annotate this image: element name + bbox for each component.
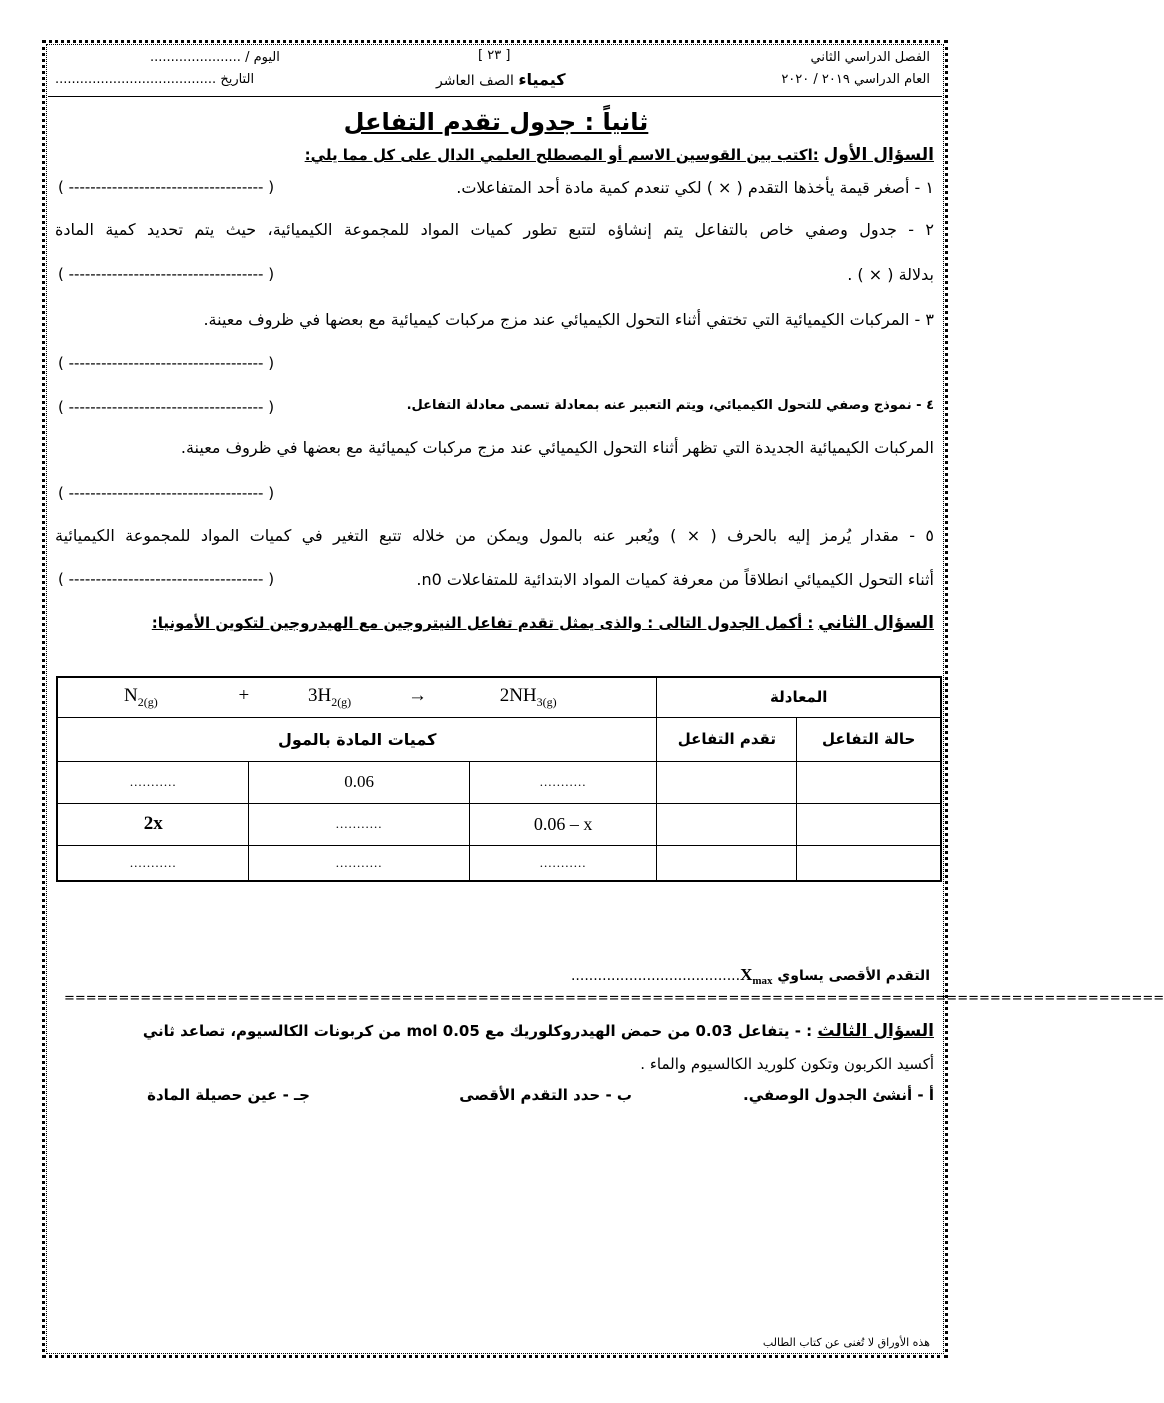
q1-answer-2[interactable]: ( ------------------------------------ ) [58,265,275,283]
q2-heading: السؤال الثاني [818,613,934,633]
moles-header: كميات المادة بالمول [57,717,657,761]
cell-h2-r3[interactable]: ........... [249,845,469,881]
q1-item-2b-text: بدلالة ( × ) . [847,265,934,284]
cell-nh3-r2: 2x [57,803,249,845]
separator: ===================================================================================================== [64,991,1164,1006]
cell-nh3-r1[interactable]: ........... [57,761,249,803]
page-title: ثانياً : جدول تقدم التفاعل [343,108,649,136]
equation-cell [57,677,657,717]
q1-item-4b-text: المركبات الكيميائية الجديدة التي تظهر أثناء التحول الكيميائي عند مزج مركبات كيميائية مع بعضها في ظروف معينة. [180,438,934,457]
date-field [55,72,254,87]
day-field [150,50,280,65]
eq-h2: 3H [307,684,332,706]
q1-answer-3[interactable]: ( ------------------------------------ ) [58,354,275,372]
date-label: التاريخ [220,72,255,87]
q1-item-2 [55,220,934,239]
q3-text-1: : - يتفاعل 0.03 من حمض الهيدروكلوريك مع 0.05 mol من كربونات الكالسيوم، تصاعد ثاني [142,1022,813,1040]
cell-progress-r1[interactable] [657,761,797,803]
progress-table [56,676,942,882]
q1-item-5-text: ٥ - مقدار يُرمز إليه بالحرف ( × ) ويُعبر عنه بالمول ويمكن من خلاله تتبع التغير في كميات المواد للمجموعة الكيميائية [55,526,934,545]
cell-h2-r1: 0.06 [249,761,469,803]
q1-answer-5[interactable]: ( ------------------------------------ ) [58,570,275,588]
q1-item-3-text: ٣ - المركبات الكيميائية التي تختفي أثناء التحول الكيميائي عند مزج مركبات كيميائية مع بعضها في ظروف معينة. [203,310,934,329]
q3-part-c: جـ - عين حصيلة المادة [147,1086,310,1104]
page-number: [ ٢٣ ] [478,48,511,63]
cell-h2-r2[interactable]: ........... [249,803,469,845]
subject-grade [436,70,566,89]
eq-nh3-sub: 3(g) [536,694,557,709]
q3-heading: السؤال الثالث [817,1021,934,1041]
q3-part-b: ب - حدد التقدم الأقصى [459,1086,632,1104]
q1-item-4b [75,438,934,457]
q1-item-5b-text: أثناء التحول الكيميائي انطلاقاً من معرفة كميات المواد الابتدائية للمتفاعلات n0. [416,570,934,589]
xmax-symbol: X [740,965,753,984]
xmax-label: التقدم الأقصى يساوي [777,968,930,984]
q2-heading-line [152,613,934,633]
eq-n2-sub: 2(g) [137,694,158,709]
grade: الصف العاشر [436,73,514,89]
state-header: حالة التفاعل [797,717,941,761]
equation-label: المعادلة [657,677,941,717]
eq-plus: + [238,684,250,706]
cell-state-r1[interactable] [797,761,941,803]
cell-progress-r2[interactable] [657,803,797,845]
xmax-dots[interactable]: ...................................... [570,968,741,984]
cell-n2-r2: 0.06 – x [469,803,657,845]
eq-arrow: → [407,684,427,706]
q1-answer-1[interactable]: ( ------------------------------------ ) [58,178,275,196]
cell-state-r2[interactable] [797,803,941,845]
cell-n2-r1[interactable]: ........... [469,761,657,803]
q1-item-4-text: ٤ - نموذج وصفي للتحول الكيميائي، ويتم التعبير عنه بمعادلة تسمى معادلة التفاعل. [406,398,934,413]
footer-note: هذه الأوراق لا تُغنى عن كتاب الطالب [762,1336,930,1349]
q1-instruction: :اكتب بين القوسين الاسم أو المصطلح العلمي الدال على كل مما يلي: [304,146,819,164]
header-divider [48,96,942,97]
academic-year: العام الدراسي ٢٠١٩ / ٢٠٢٠ [781,72,930,87]
day-dots: ...................... [150,50,241,65]
eq-h2-sub: 2(g) [331,694,352,709]
subject: كيمياء [518,70,566,89]
q1-item-5 [55,526,934,545]
cell-progress-r3[interactable] [657,845,797,881]
q1-answer-4[interactable]: ( ------------------------------------ ) [58,398,275,416]
q1-item-2-text: ٢ - جدول وصفي خاص بالتفاعل يتم إنشاؤه لتتبع تطور كميات المواد للمجموعة الكيميائية، حيث يتم تحديد كمية المادة [55,220,934,239]
q3-line-1 [143,1021,934,1041]
cell-n2-r3[interactable]: ........... [469,845,657,881]
q1-answer-4b[interactable]: ( ------------------------------------ ) [58,484,275,502]
date-dots: ....................................... [55,72,217,87]
xmax-line [571,965,930,987]
q1-item-1-text: ١ - أصغر قيمة يأخذها التقدم ( × ) لكي تنعدم كمية مادة أحد المتفاعلات. [456,178,934,197]
cell-nh3-r3[interactable]: ........... [57,845,249,881]
cell-state-r3[interactable] [797,845,941,881]
q3-part-a: أ - أنشئ الجدول الوصفي. [743,1086,934,1104]
q1-item-3 [95,310,934,329]
progress-header: تقدم التفاعل [657,717,797,761]
eq-nh3: 2NH [499,684,537,706]
eq-n2: N [124,684,138,706]
q1-heading: السؤال الأول [823,145,934,165]
q1-heading-line [305,145,934,165]
day-label: اليوم / [245,50,280,65]
semester-label: الفصل الدراسي الثاني [810,50,930,65]
q2-instruction: : أكمل الجدول التالى : والذى يمثل تقدم تفاعل النيتروجين مع الهيدروجين لتكوين الأمونيا: [151,614,814,632]
xmax-sub: max [752,974,773,987]
q3-text-2: أكسيد الكربون وتكون كلوريد الكالسيوم والماء . [640,1055,934,1073]
